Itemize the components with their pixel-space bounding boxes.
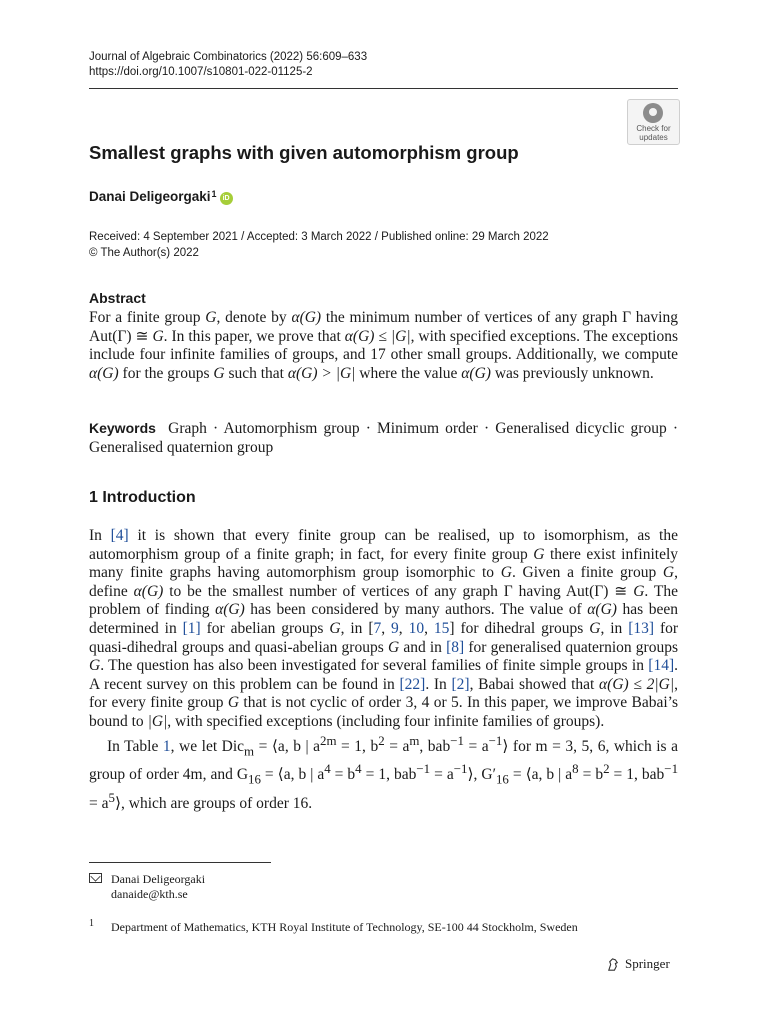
keywords-list: Graph · Automorphism group · Minimum order · Generalised dicyclic group · Generalised quaternion group [89,420,679,456]
doi-link[interactable]: https://doi.org/10.1007/s10801-022-01125-2 [89,66,313,78]
copyright: © The Author(s) 2022 [89,247,199,259]
publisher-name: Springer [625,956,670,971]
corresponding-author [89,872,205,902]
abstract-text: For a finite group G, denote by α(G) the minimum number of vertices of any graph Γ having Aut(Γ) ≅ G. In this paper, we prove that α(G) ≤ |G|, with specified exceptions. The exceptions include four infinite families of groups, and 17 other small groups. Additionally, we compute α(G) for the groups G such that α(G) > |G| where the value α(G) was previously unknown. [89,309,679,382]
citation-8[interactable]: [8] [446,638,465,656]
citation-14[interactable]: [14] [648,657,675,675]
citation-9[interactable]: 9 [391,619,399,637]
publisher-logo [606,956,670,972]
badge-line-1: Check for [636,124,671,133]
header-rule [89,88,678,89]
keywords-label: Keywords [89,420,156,436]
journal-citation: Journal of Algebraic Combinatorics (2022) 56:609–633 [89,51,368,63]
section-heading-introduction: 1 Introduction [89,489,196,506]
check-updates-icon [643,103,663,123]
badge-line-2: updates [639,133,668,142]
introduction-text [89,527,678,814]
citation-1[interactable]: [1] [182,619,201,637]
affiliation [89,918,678,935]
intro-paragraph-2: In Table 1, we let Dic$_m$ = ⟨a, b | $a^{2m} = 1$, $b^2 = a^m$, $bab^{-1} = a^{-1}⟩$ for m = 3, 5, 6, which is a group of order 4m, and $G_{16}$ = ⟨a, b | $a^4 = b^4 = 1$, $bab^{-1} = a^{-1}⟩$, $G'_{16}$ = ⟨a, b | $a^8 = b^2 = 1$, $bab^{-1} = a^5⟩$, which are groups of order 16. [89,732,679,813]
orcid-icon[interactable]: iD [220,192,233,205]
affiliation-mark: 1 [89,918,94,929]
author-name: Danai Deligeorgaki [89,189,211,204]
keywords [89,419,678,457]
citation-10[interactable]: 10 [408,619,425,637]
intro-paragraph-1: In [4] it is shown that every finite group can be realised, up to isomorphism, as the automorphism group of a finite graph; in fact, for every finite group G there exist infinitely many finite graphs having automorphism group isomorphic to G. Given a finite group G, define α(G) to be the smallest number of vertices of any graph Γ having Aut(Γ) ≅ G. The problem of finding α(G) has been considered by many authors. The value of α(G) has been determined in [1] for abelian groups G, in [7, 9, 10, 15] for dihedral groups G, in [13] for quasi-dihedral groups and quasi-abelian groups G and in [8] for generalised quaternion groups G. The question has also been investigated for several families of finite simple groups in [14]. A recent survey on this problem can be found in [22]. In [2], Babai showed that α(G) ≤ 2|G|, for every finite group G that is not cyclic of order 3, 4 or 5. In this paper, we improve Babai’s bound to |G|, with specified exceptions (including four infinite families of groups). [89,527,679,730]
affiliation-text: Department of Mathematics, KTH Royal Institute of Technology, SE-100 44 Stockholm, Sweden [111,920,578,934]
springer-horse-icon [606,957,621,972]
footnote-rule [89,862,271,863]
article-dates [89,229,549,261]
paper-title: Smallest graphs with given automorphism group [89,142,519,163]
citation-2[interactable]: [2] [451,675,470,693]
author-line [89,189,233,205]
author-affil-mark: 1 [211,189,217,199]
table-1-link[interactable]: 1 [162,737,171,755]
article-history: Received: 4 September 2021 / Accepted: 3 March 2022 / Published online: 29 March 2022 [89,231,549,243]
citation-13[interactable]: [13] [628,619,655,637]
corr-email[interactable]: danaide@kth.se [111,887,188,901]
citation-15[interactable]: 15 [433,619,450,637]
citation-22[interactable]: [22] [399,675,426,693]
citation-4[interactable]: [4] [110,527,129,544]
citation-7[interactable]: 7 [373,619,382,637]
envelope-icon [89,873,102,883]
journal-header [89,50,367,80]
check-for-updates-badge[interactable] [627,99,680,145]
abstract-heading: Abstract [89,290,146,306]
corr-author-name: Danai Deligeorgaki [111,872,206,886]
